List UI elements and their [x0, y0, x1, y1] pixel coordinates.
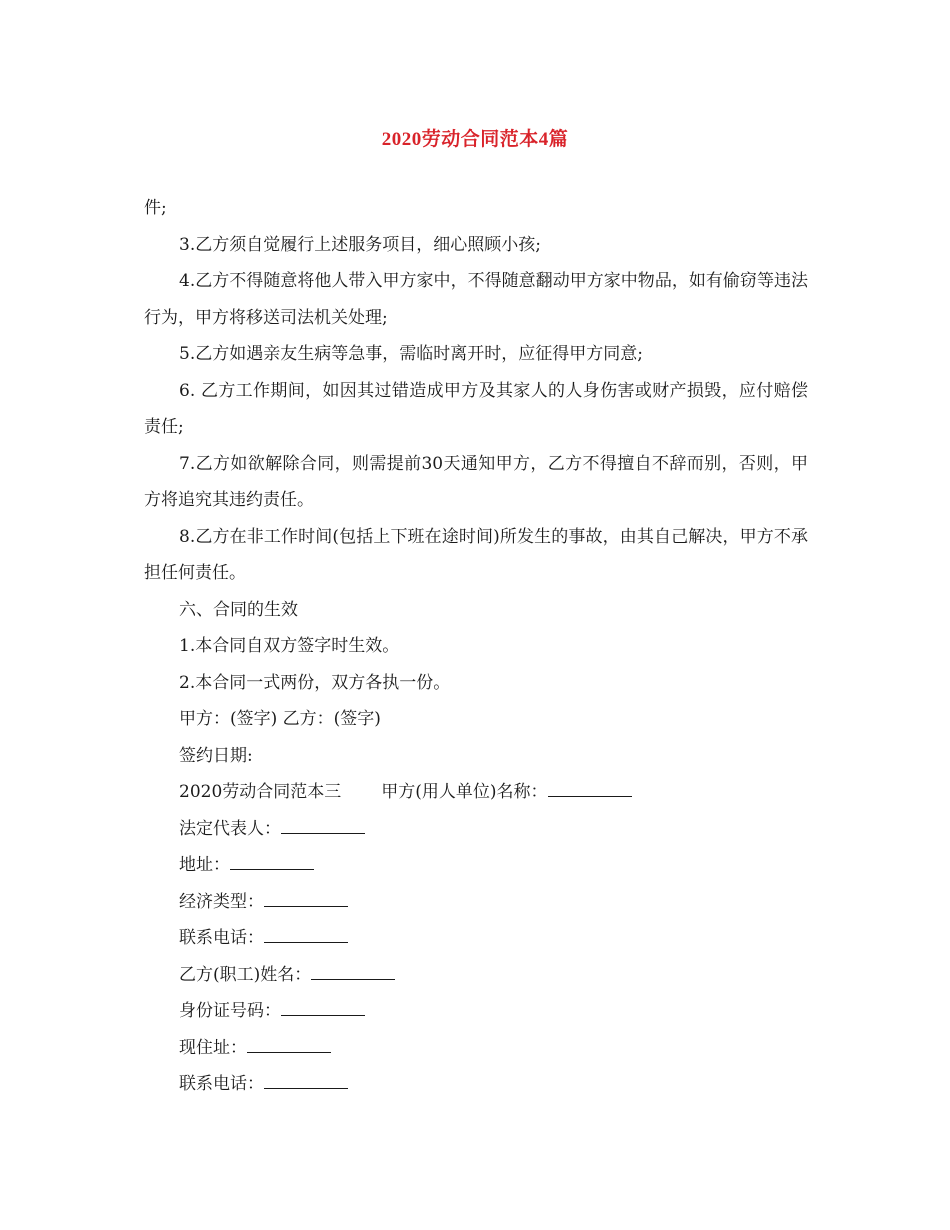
fill-in-blank [281, 1001, 365, 1016]
paragraph: 2.本合同一式两份，双方各执一份。 [179, 672, 451, 693]
fill-in-blank [264, 892, 348, 907]
form-field [144, 1030, 808, 1067]
paragraph: 6. 乙方工作期间，如因其过错造成甲方及其家人的人身伤害或财产损毁，应付赔偿责任; [144, 380, 808, 437]
contract-three-heading: 2020劳动合同范本三 [179, 782, 342, 802]
party-a-name-label: 甲方(用人单位)名称： [381, 782, 548, 802]
paragraph: 件; [144, 198, 167, 218]
field-label: 身份证号码： [179, 1001, 281, 1021]
fill-in-blank [281, 819, 365, 834]
fill-in-blank [548, 782, 632, 797]
fill-in-blank [230, 855, 314, 870]
paragraph: 8.乙方在非工作时间(包括上下班在途时间)所发生的事故，由其自己解决，甲方不承担任何责任。 [144, 526, 808, 583]
signing-date-label: 签约日期: [179, 745, 253, 766]
form-field [144, 957, 808, 994]
form-field [144, 884, 808, 921]
section-heading: 六、合同的生效 [179, 599, 298, 620]
field-label: 法定代表人： [179, 818, 281, 839]
form-field [144, 1066, 808, 1103]
field-label: 联系电话： [179, 928, 264, 948]
field-label: 现住址： [179, 1037, 247, 1058]
field-label: 乙方(职工)姓名： [179, 964, 312, 985]
fill-in-blank [264, 1074, 348, 1089]
paragraph: 1.本合同自双方签字时生效。 [179, 636, 400, 656]
document-body [144, 190, 808, 1103]
paragraph: 5.乙方如遇亲友生病等急事，需临时离开时，应征得甲方同意; [179, 344, 643, 364]
page-title: 2020劳动合同范本4篇 [381, 129, 569, 150]
signature-line: 甲方：(签字) 乙方：(签字) [179, 709, 381, 729]
paragraph: 7.乙方如欲解除合同，则需提前30天通知甲方，乙方不得擅自不辞而别，否则，甲方将追究其违约责任。 [144, 453, 808, 510]
contract-three-line [144, 774, 808, 811]
field-label: 地址： [179, 855, 230, 875]
form-field [144, 920, 808, 957]
field-label: 经济类型： [179, 891, 264, 912]
form-field [144, 993, 808, 1030]
form-field [144, 847, 808, 884]
paragraph: 3.乙方须自觉履行上述服务项目，细心照顾小孩; [179, 234, 541, 255]
paragraph: 4.乙方不得随意将他人带入甲方家中，不得随意翻动甲方家中物品，如有偷窃等违法行为，甲方将移送司法机关处理; [144, 271, 808, 328]
fill-in-blank [311, 965, 395, 980]
field-label: 联系电话： [179, 1074, 264, 1094]
fill-in-blank [247, 1038, 331, 1053]
fill-in-blank [264, 928, 348, 943]
form-field [144, 811, 808, 848]
